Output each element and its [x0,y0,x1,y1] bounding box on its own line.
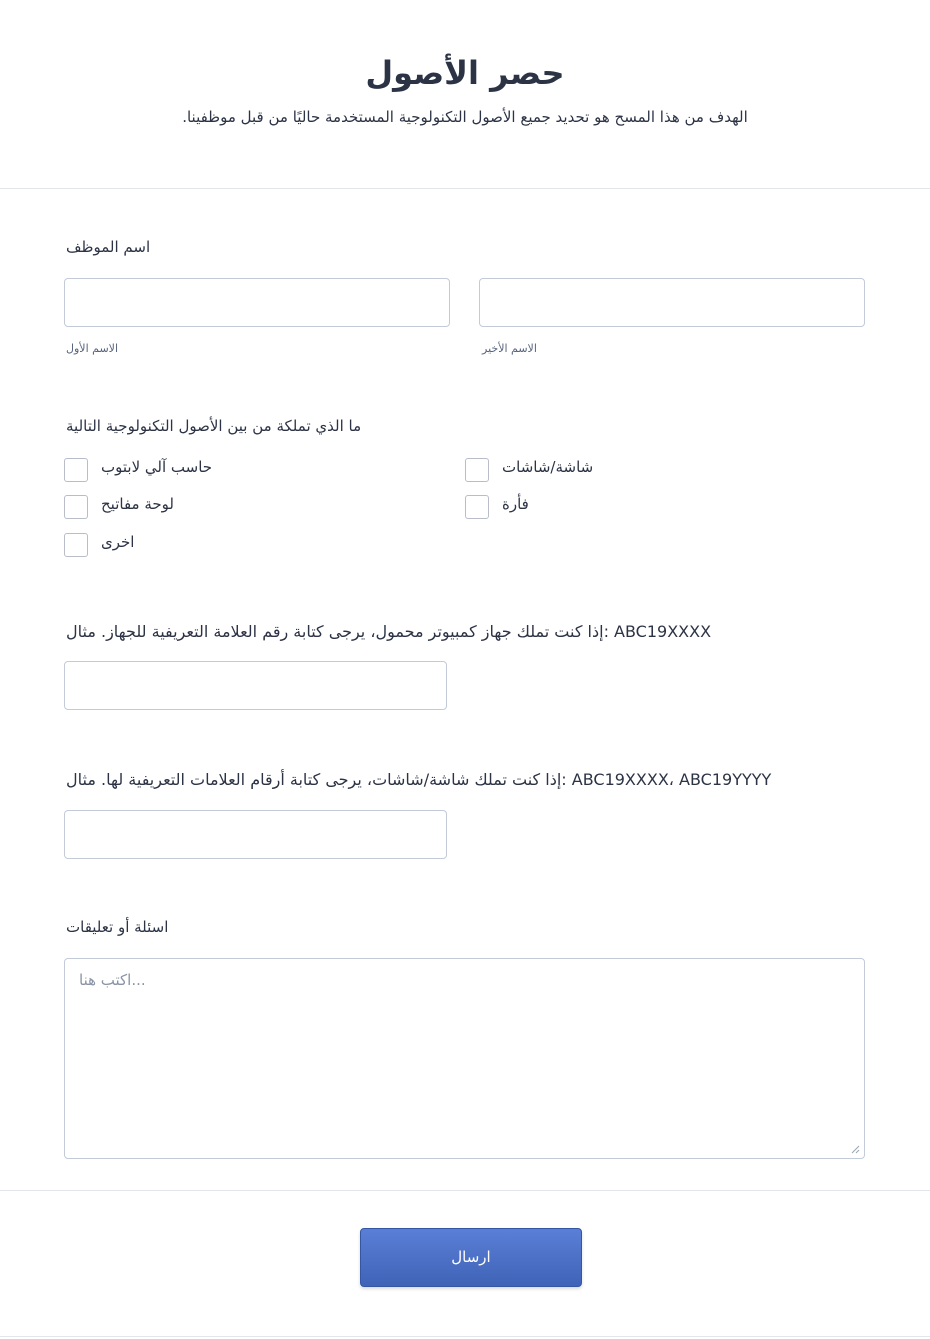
checkbox-other-label[interactable]: اخرى [101,533,135,551]
last-name-input[interactable] [479,278,865,327]
resize-grip-icon[interactable] [850,1144,860,1154]
laptop-tag-input[interactable] [64,661,447,710]
checkbox-laptop-label[interactable]: حاسب آلي لابتوب [101,458,213,476]
footer-divider [0,1190,930,1191]
checkbox-keyboard[interactable] [64,495,88,519]
checkbox-laptop[interactable] [64,458,88,482]
monitor-tags-input[interactable] [64,810,447,859]
checkbox-mouse-label[interactable]: فأرة [502,495,529,513]
checkbox-other[interactable] [64,533,88,557]
first-name-input[interactable] [64,278,450,327]
submit-button[interactable]: ارسال [360,1228,582,1287]
form-subtitle: .الهدف من هذا المسح هو تحديد جميع الأصول التكنولوجية المستخدمة حاليًا من قبل موظفينا [182,108,748,126]
monitor-tags-label: إذا كنت تملك شاشة/شاشات، يرجى كتابة أرقام العلامات التعريفية لها. مثال: ABC19XXXX، ABC19YYYY [66,770,772,789]
header-divider [0,188,930,189]
laptop-tag-label: إذا كنت تملك جهاز كمبيوتر محمول، يرجى كتابة رقم العلامة التعريفية للجهاز. مثال: ABC19XXXX [66,622,712,641]
last-name-sublabel: الاسم الأخير [482,342,537,355]
comments-textarea[interactable] [64,958,865,1159]
employee-name-label: اسم الموظف [66,238,151,256]
checkbox-monitors[interactable] [465,458,489,482]
checkbox-mouse[interactable] [465,495,489,519]
form-title: حصر الأصول [365,54,565,92]
first-name-sublabel: الاسم الأول [66,342,118,355]
assets-question-label: ما الذي تملكة من بين الأصول التكنولوجية التالية [66,417,362,435]
checkbox-monitors-label[interactable]: شاشة/شاشات [502,458,594,476]
checkbox-keyboard-label[interactable]: لوحة مفاتيح [101,495,174,513]
comments-label: اسئلة أو تعليقات [66,918,169,936]
bottom-divider [0,1336,930,1337]
